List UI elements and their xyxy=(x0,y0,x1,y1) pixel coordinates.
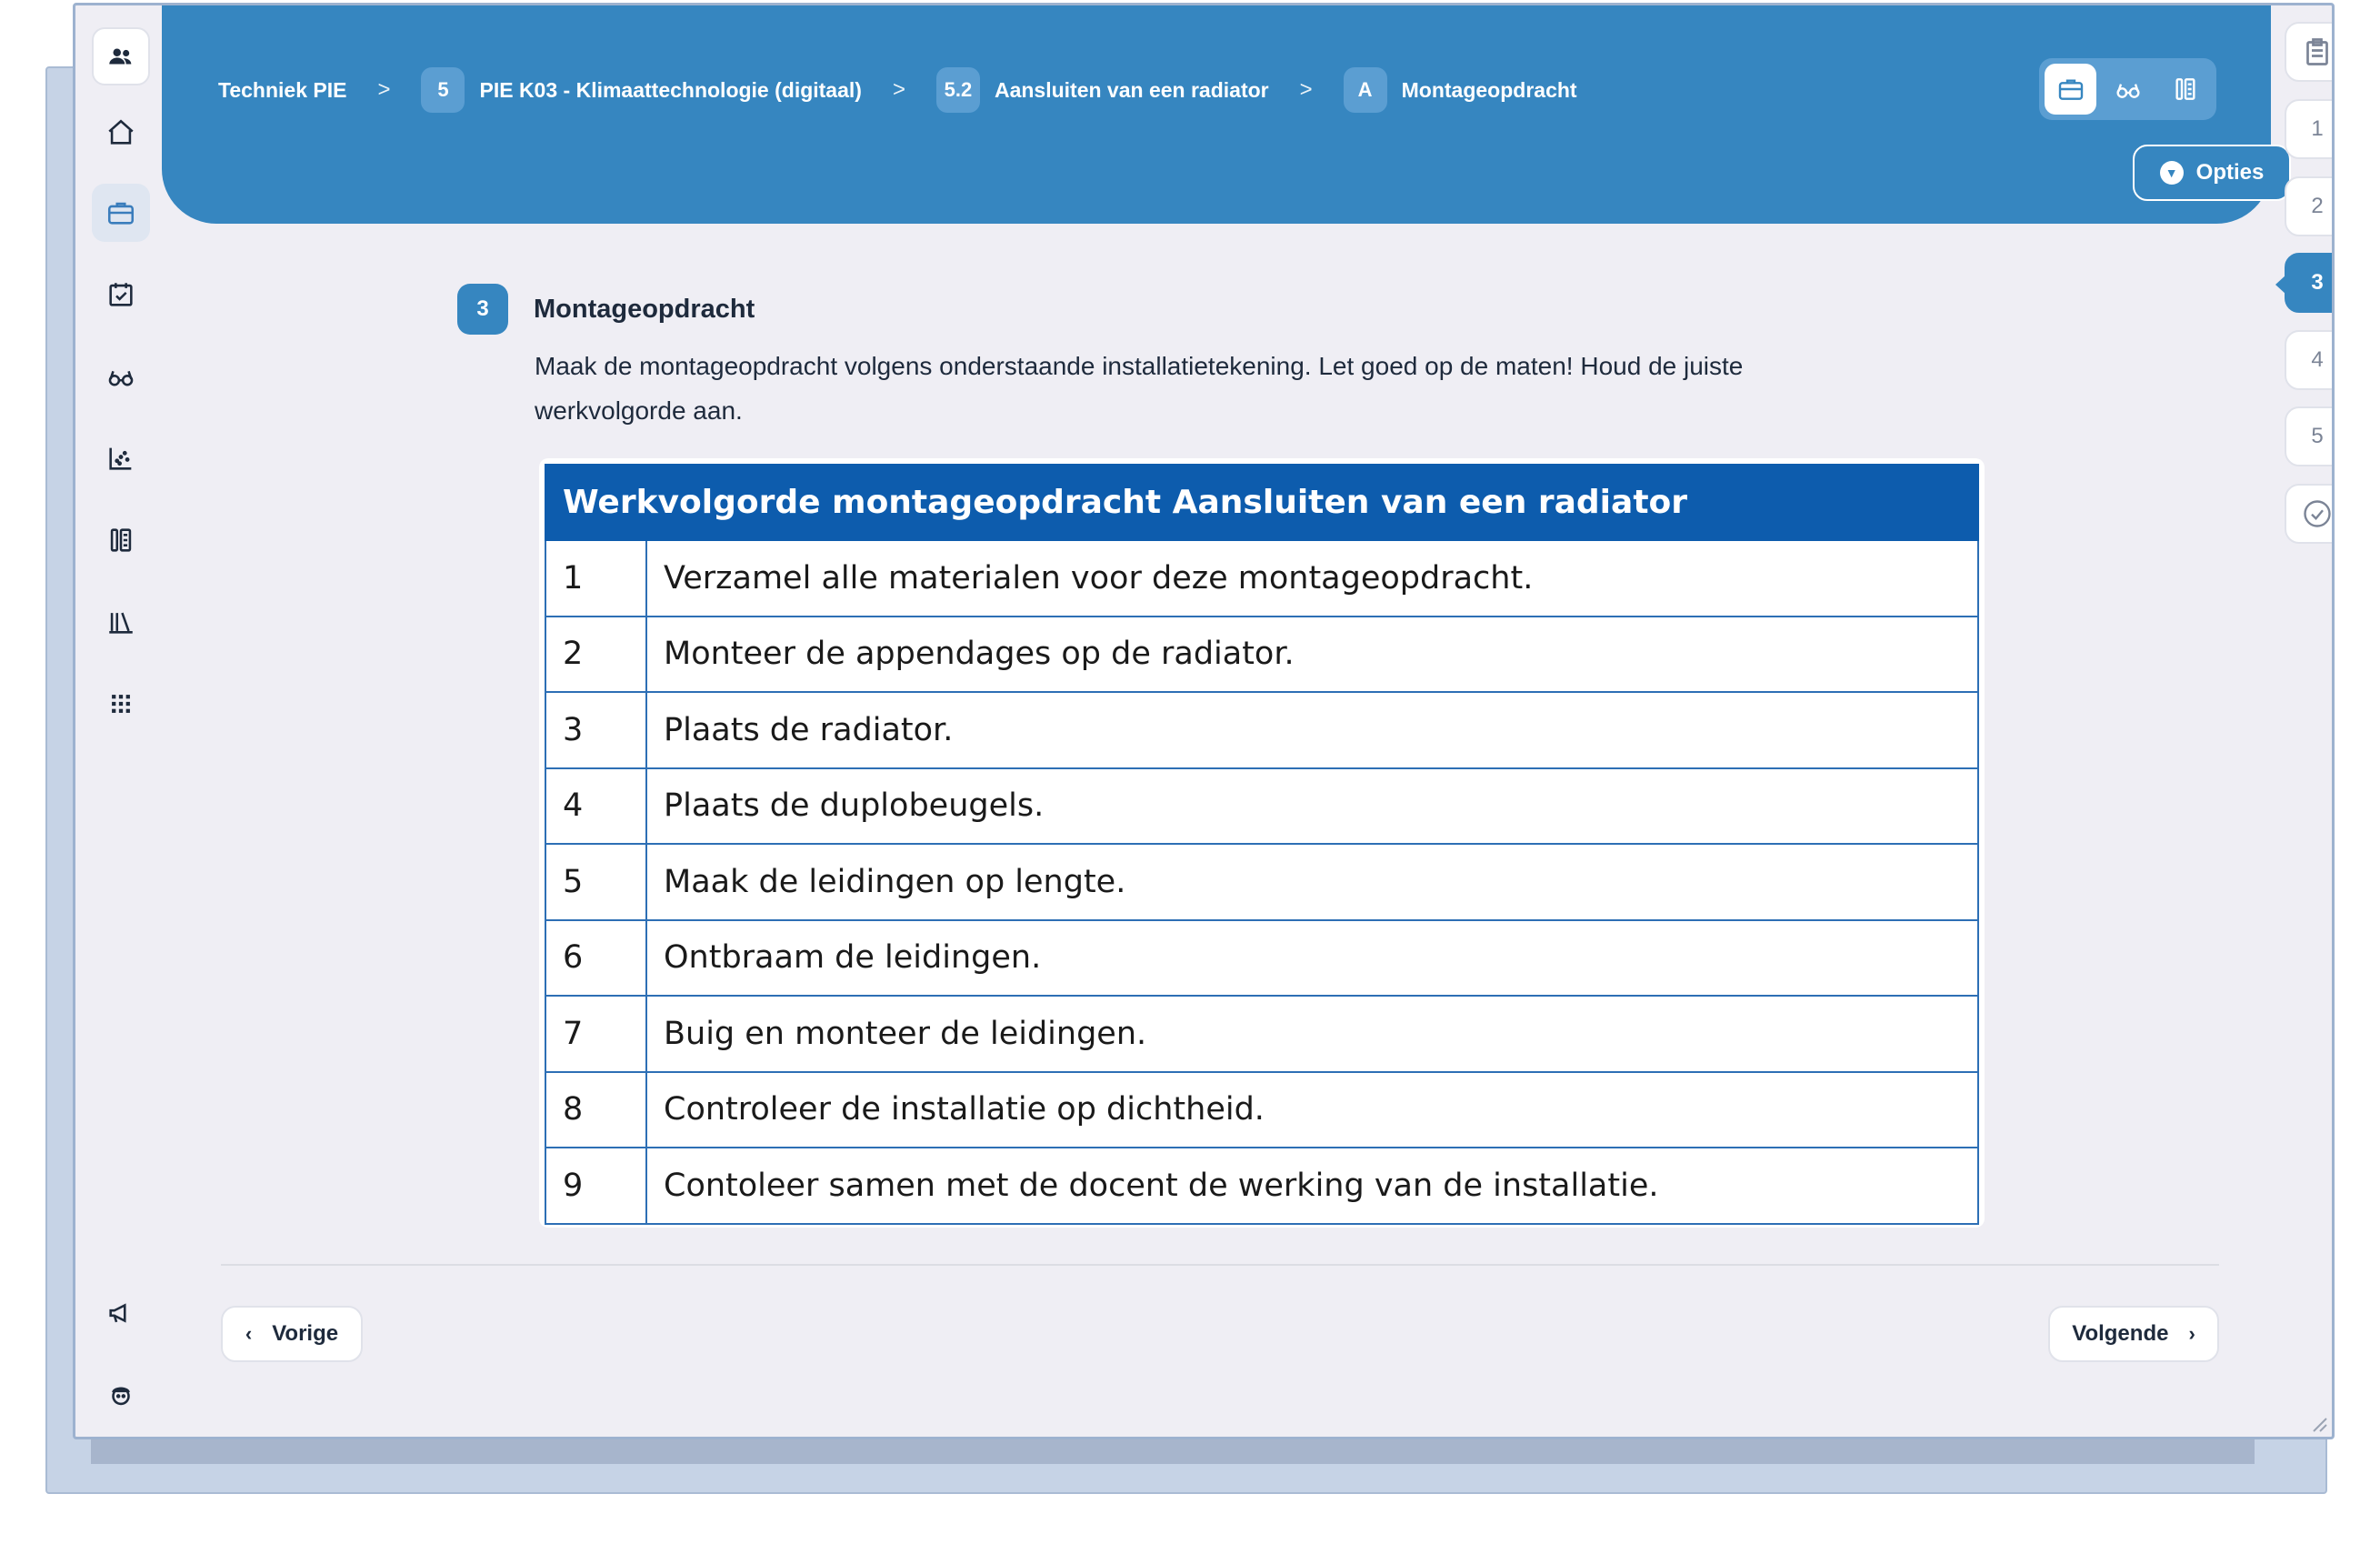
app-window xyxy=(73,3,2335,1439)
next-label: Volgende xyxy=(2072,1321,2169,1346)
row-text: Monteer de appendages op de radiator. xyxy=(646,617,1978,693)
task-title: Montageopdracht xyxy=(534,294,755,324)
tools-icon[interactable] xyxy=(92,511,150,569)
header-bar xyxy=(162,5,2271,224)
chevron-right-icon: > xyxy=(892,77,905,102)
view-mode-toggle xyxy=(2039,58,2216,120)
megaphone-icon[interactable] xyxy=(92,1284,150,1342)
chevron-right-icon: > xyxy=(377,77,391,102)
table-row xyxy=(545,540,1978,617)
clipboard-icon[interactable] xyxy=(2285,22,2335,82)
table-row xyxy=(545,1148,1978,1224)
breadcrumb-badge: 5.2 xyxy=(936,67,980,113)
step-2[interactable]: 2 xyxy=(2285,176,2335,236)
row-text: Controleer de installatie op dichtheid. xyxy=(646,1072,1978,1148)
glasses-icon[interactable] xyxy=(92,347,150,406)
apps-grid-icon[interactable] xyxy=(92,675,150,733)
row-text: Plaats de radiator. xyxy=(646,692,1978,768)
left-sidebar xyxy=(75,5,166,1437)
check-circle-icon[interactable] xyxy=(2285,484,2335,544)
task-header xyxy=(457,284,755,335)
back-shadow xyxy=(91,1437,2255,1464)
row-number: 1 xyxy=(545,540,646,617)
task-number-badge: 3 xyxy=(457,284,508,335)
row-number: 5 xyxy=(545,844,646,920)
row-text: Contoleer samen met de docent de werking van de installatie. xyxy=(646,1148,1978,1224)
content-divider xyxy=(221,1264,2219,1266)
scatter-chart-icon[interactable] xyxy=(92,429,150,487)
row-number: 9 xyxy=(545,1148,646,1224)
row-text: Ontbraam de leidingen. xyxy=(646,920,1978,997)
chevron-left-icon: ‹ xyxy=(245,1322,253,1345)
table-row xyxy=(545,920,1978,997)
tools-mode-button[interactable] xyxy=(2159,64,2211,115)
breadcrumb-item-current[interactable]: Montageopdracht xyxy=(1401,77,1577,102)
resize-handle-icon[interactable] xyxy=(2308,1413,2328,1433)
breadcrumb-badge: 5 xyxy=(421,67,465,113)
calendar-check-icon[interactable] xyxy=(92,266,150,324)
chevron-down-icon: ▼ xyxy=(2160,161,2184,185)
row-number: 3 xyxy=(545,692,646,768)
breadcrumb-item-course[interactable]: PIE K03 - Klimaattechnologie (digitaal) xyxy=(479,77,862,102)
options-label: Opties xyxy=(2195,160,2265,185)
row-text: Verzamel alle materialen voor deze montageopdracht. xyxy=(646,540,1978,617)
row-number: 6 xyxy=(545,920,646,997)
chevron-right-icon: > xyxy=(1299,77,1313,102)
next-button[interactable] xyxy=(2048,1306,2219,1362)
step-5[interactable]: 5 xyxy=(2285,406,2335,466)
breadcrumb xyxy=(218,65,1577,115)
step-1[interactable]: 1 xyxy=(2285,99,2335,159)
glasses-mode-button[interactable] xyxy=(2102,64,2154,115)
task-description: Maak de montageopdracht volgens onderstaande installatietekening. Let goed op de maten! Houd de juiste werkvolgorde aan. xyxy=(535,352,1744,425)
briefcase-icon[interactable] xyxy=(92,184,150,242)
library-icon[interactable] xyxy=(92,593,150,651)
table-row xyxy=(545,617,1978,693)
step-3[interactable]: 3 xyxy=(2285,253,2335,313)
breadcrumb-badge: A xyxy=(1344,67,1387,113)
work-order-table-image xyxy=(539,458,1985,1228)
row-text: Plaats de duplobeugels. xyxy=(646,768,1978,845)
home-icon[interactable] xyxy=(92,104,150,162)
support-avatar-icon[interactable] xyxy=(92,1366,150,1424)
step-navigator xyxy=(2285,5,2335,1437)
row-text: Maak de leidingen op lengte. xyxy=(646,844,1978,920)
row-number: 2 xyxy=(545,617,646,693)
breadcrumb-root[interactable]: Techniek PIE xyxy=(218,77,347,102)
table-row xyxy=(545,844,1978,920)
briefcase-mode-button[interactable] xyxy=(2045,64,2096,115)
chevron-right-icon: › xyxy=(2188,1322,2195,1345)
table-row xyxy=(545,1072,1978,1148)
options-button[interactable] xyxy=(2133,145,2291,201)
row-number: 8 xyxy=(545,1072,646,1148)
row-text: Buig en monteer de leidingen. xyxy=(646,996,1978,1072)
breadcrumb-item-chapter[interactable]: Aansluiten van een radiator xyxy=(994,77,1269,102)
table-title: Werkvolgorde montageopdracht Aansluiten van een radiator xyxy=(545,465,1978,540)
table-row xyxy=(545,996,1978,1072)
users-icon[interactable] xyxy=(92,27,150,85)
table-row xyxy=(545,692,1978,768)
work-order-table xyxy=(545,464,1979,1225)
row-number: 7 xyxy=(545,996,646,1072)
previous-button[interactable] xyxy=(221,1306,363,1362)
row-number: 4 xyxy=(545,768,646,845)
step-4[interactable]: 4 xyxy=(2285,330,2335,390)
previous-label: Vorige xyxy=(272,1321,339,1346)
table-row xyxy=(545,768,1978,845)
